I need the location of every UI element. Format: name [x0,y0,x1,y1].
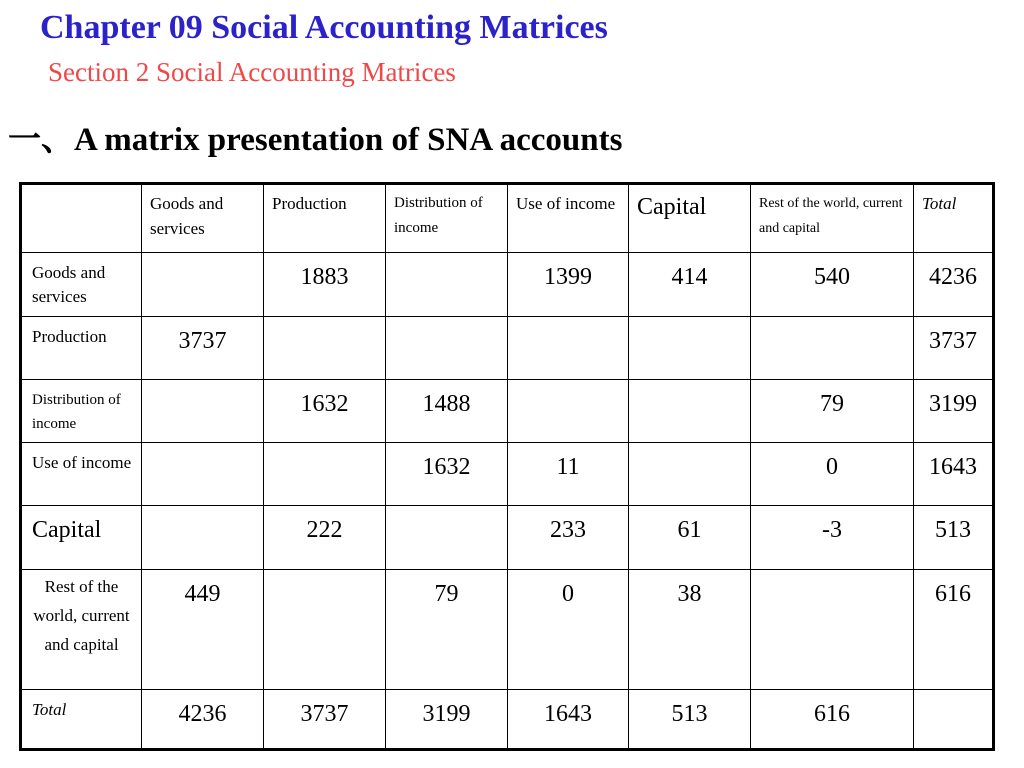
column-header-production: Production [264,184,386,253]
table-cell [142,443,264,506]
table-row [21,506,994,570]
table-cell: 61 [629,506,751,570]
row-label-total: Total [21,690,142,750]
table-cell: 4236 [914,253,994,317]
table-cell [386,253,508,317]
table-cell: 1643 [508,690,629,750]
table-cell: 414 [629,253,751,317]
corner-cell [21,184,142,253]
table-cell: 1632 [264,380,386,443]
row-label-capital: Capital [21,506,142,570]
table-cell: 1632 [386,443,508,506]
table-cell: 1488 [386,380,508,443]
row-label-use-of-income: Use of income [21,443,142,506]
table-cell: 513 [914,506,994,570]
table-cell: 513 [629,690,751,750]
table-cell: 1399 [508,253,629,317]
row-label-rest-of-the-world: Rest of the world, current and capital [21,570,142,690]
table-cell [508,317,629,380]
table-cell: 0 [508,570,629,690]
chapter-title: Chapter 09 Social Accounting Matrices [40,9,608,46]
table-cell: -3 [751,506,914,570]
table-cell [629,380,751,443]
table-cell [386,317,508,380]
table-cell: 3199 [386,690,508,750]
matrix-heading: 一、A matrix presentation of SNA accounts [8,122,623,158]
table-cell [142,253,264,317]
column-header-rest-of-the-world: Rest of the world, current and capital [751,184,914,253]
table-cell: 233 [508,506,629,570]
table-row [21,253,994,317]
table-cell: 540 [751,253,914,317]
table-cell: 79 [751,380,914,443]
table-cell: 4236 [142,690,264,750]
table-cell: 0 [751,443,914,506]
table-cell [264,317,386,380]
table-row [21,690,994,750]
column-header-goods-and-services: Goods and services [142,184,264,253]
table-cell: 616 [914,570,994,690]
row-label-distribution-of-income: Distribution of income [21,380,142,443]
table-cell [508,380,629,443]
table-row [21,380,994,443]
table-cell [264,570,386,690]
table-cell: 1883 [264,253,386,317]
table-cell: 222 [264,506,386,570]
row-label-production: Production [21,317,142,380]
column-header-capital: Capital [629,184,751,253]
table-cell: 3737 [142,317,264,380]
table-row [21,570,994,690]
table-cell [386,506,508,570]
table-row [21,317,994,380]
table-cell: 3199 [914,380,994,443]
table-cell: 79 [386,570,508,690]
table-cell: 616 [751,690,914,750]
section-title: Section 2 Social Accounting Matrices [48,57,456,87]
table-cell: 11 [508,443,629,506]
table-cell [142,506,264,570]
column-header-distribution-of-income: Distribution of income [386,184,508,253]
table-cell [629,317,751,380]
table-cell [914,690,994,750]
table-cell [264,443,386,506]
table-cell: 3737 [264,690,386,750]
social-accounting-matrix-table [19,182,995,751]
table-cell: 38 [629,570,751,690]
column-header-total: Total [914,184,994,253]
table-cell: 449 [142,570,264,690]
table-cell [751,570,914,690]
table-cell: 3737 [914,317,994,380]
table-cell [629,443,751,506]
column-header-use-of-income: Use of income [508,184,629,253]
table-cell: 1643 [914,443,994,506]
table-cell [142,380,264,443]
table-cell [751,317,914,380]
table-row [21,443,994,506]
row-label-goods-and-services: Goods and services [21,253,142,317]
table-header-row [21,184,994,253]
